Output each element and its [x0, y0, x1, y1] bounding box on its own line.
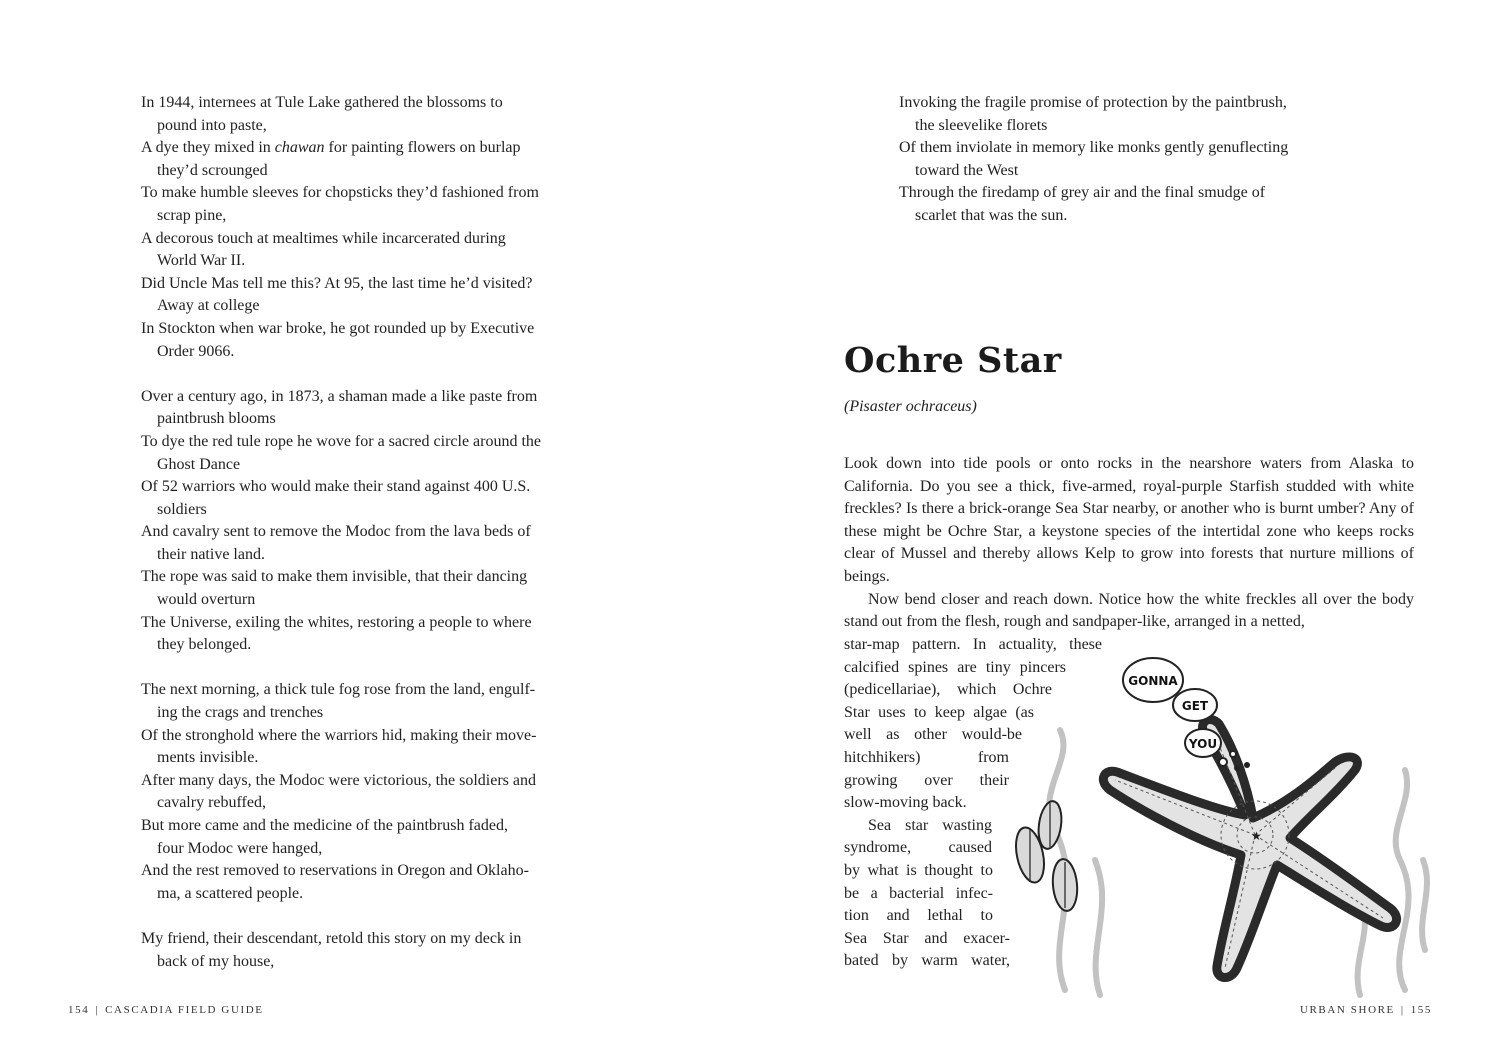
- prose-line: calcified spines are tiny pincers: [844, 658, 1066, 676]
- poem-line: Of them inviolate in memory like monks gently genuflecting toward the West: [899, 139, 1289, 179]
- ochre-star-illustration: [1005, 650, 1445, 1000]
- poem-line: And the rest removed to reservations in Oregon and Oklaho- ma, a scattered people.: [141, 862, 529, 902]
- paragraph-1: Look down into tide pools or onto rocks in the nearshore waters from Alaska to California. Do you see a thick, five-armed, royal-purple Starfish studded with white freckles? Is there a brick-orange Sea Star nearby, or another who is burnt umber? Any of these might be Ochre Star, a keystone species of the intertidal zone who keeps rocks clear of Mussel and thereby allows Kelp to grow into forests that nurture millions of beings.: [844, 455, 1414, 585]
- svg-text:★: ★: [1251, 829, 1262, 843]
- bubble-text-3: YOU: [1188, 737, 1218, 751]
- prose-block: [844, 453, 1414, 634]
- poem-line: Of 52 warriors who would make their stand against 400 U.S. soldiers: [141, 478, 531, 518]
- prose-line: star-map pattern. In actuality, these: [844, 636, 1102, 653]
- running-head-right: URBAN SHORE: [1299, 1004, 1395, 1016]
- prose-line: well as other would-be: [844, 726, 1022, 744]
- prose-line: Sea Star and exacer-: [844, 929, 1010, 947]
- species-name: (Pisaster ochraceus): [844, 398, 977, 415]
- prose-line: be a bacterial infec-: [844, 884, 993, 902]
- running-head-left: CASCADIA FIELD GUIDE: [105, 1004, 264, 1016]
- star-shape: [1103, 720, 1396, 978]
- poem-line: The rope was said to make them invisible, that their dancing would overturn: [141, 568, 528, 609]
- prose-line: growing over their: [844, 771, 1009, 789]
- poem-line: Invoking the fragile promise of protection by the paintbrush, the sleevelike florets: [899, 94, 1287, 134]
- poem-line: My friend, their descendant, retold this story on my deck in back of my house,: [141, 929, 522, 970]
- poem-line: The Universe, exiling the whites, restoring a people to where they belonged.: [141, 613, 532, 654]
- prose-line: tion and lethal to: [844, 907, 993, 925]
- poem-right: [899, 92, 1369, 228]
- poem-line: To dye the red tule rope he wove for a sacred circle around the Ghost Dance: [141, 432, 542, 473]
- prose-line: bated by warm water,: [844, 952, 1010, 970]
- right-page: [750, 0, 1500, 1062]
- bubble-text-1: GONNA: [1128, 674, 1178, 688]
- prose-line: (pedicellariae), which Ochre: [844, 681, 1052, 699]
- poem-line: In Stockton when war broke, he got rounded up by Executive Order 9066.: [141, 319, 535, 360]
- prose-line: by what is thought to: [844, 861, 993, 879]
- footer-left: 154 | CASCADIA FIELD GUIDE: [68, 1004, 264, 1016]
- prose-line: slow-moving back.: [844, 794, 967, 812]
- page-number-right: 155: [1410, 1004, 1432, 1016]
- poem-left: [141, 92, 611, 973]
- footer-right: URBAN SHORE | 155: [1299, 1004, 1432, 1016]
- prose-line: Star uses to keep algae (as: [844, 703, 1034, 721]
- page-number-left: 154: [68, 1004, 90, 1016]
- prose-line: syndrome, caused: [844, 839, 992, 857]
- poem-line: In 1944, internees at Tule Lake gathered the blossoms to pound into paste,: [141, 94, 503, 134]
- poem-line: Did Uncle Mas tell me this? At 95, the last time he’d visited? Away at college: [141, 274, 533, 315]
- poem-line: To make humble sleeves for chopsticks they’d fashioned from scrap pine,: [141, 184, 539, 224]
- poem-line: A dye they mixed in chawan for painting flowers on burlap they’d scrounged: [141, 139, 521, 179]
- poem-line: A decorous touch at mealtimes while incarcerated during World War II.: [141, 229, 506, 270]
- poem-line: Over a century ago, in 1873, a shaman made a like paste from paintbrush blooms: [141, 387, 538, 428]
- poem-line: After many days, the Modoc were victorious, the soldiers and cavalry rebuffed,: [141, 771, 537, 812]
- prose-line: Sea star wasting: [868, 816, 992, 834]
- poem-line: Through the firedamp of grey air and the final smudge of scarlet that was the sun.: [899, 184, 1266, 224]
- poem-line: Of the stronghold where the warriors hid, making their move- ments invisible.: [141, 726, 537, 767]
- italic-word: chawan: [274, 139, 325, 157]
- poem-line: But more came and the medicine of the paintbrush faded, four Modoc were hanged,: [141, 817, 508, 857]
- paragraph-2-start: Now bend closer and reach down. Notice how the white freckles all over the body stand out from the flesh, rough and sandpaper-like, arranged in a netted,: [844, 590, 1414, 631]
- bubble-text-2: GET: [1181, 699, 1209, 713]
- prose-line: hitchhikers) from: [844, 748, 1009, 766]
- section-title: Ochre Star: [844, 340, 1062, 381]
- poem-line: The next morning, a thick tule fog rose from the land, engulf- ing the crags and trenches: [141, 681, 536, 722]
- poem-line: And cavalry sent to remove the Modoc from the lava beds of their native land.: [141, 523, 531, 563]
